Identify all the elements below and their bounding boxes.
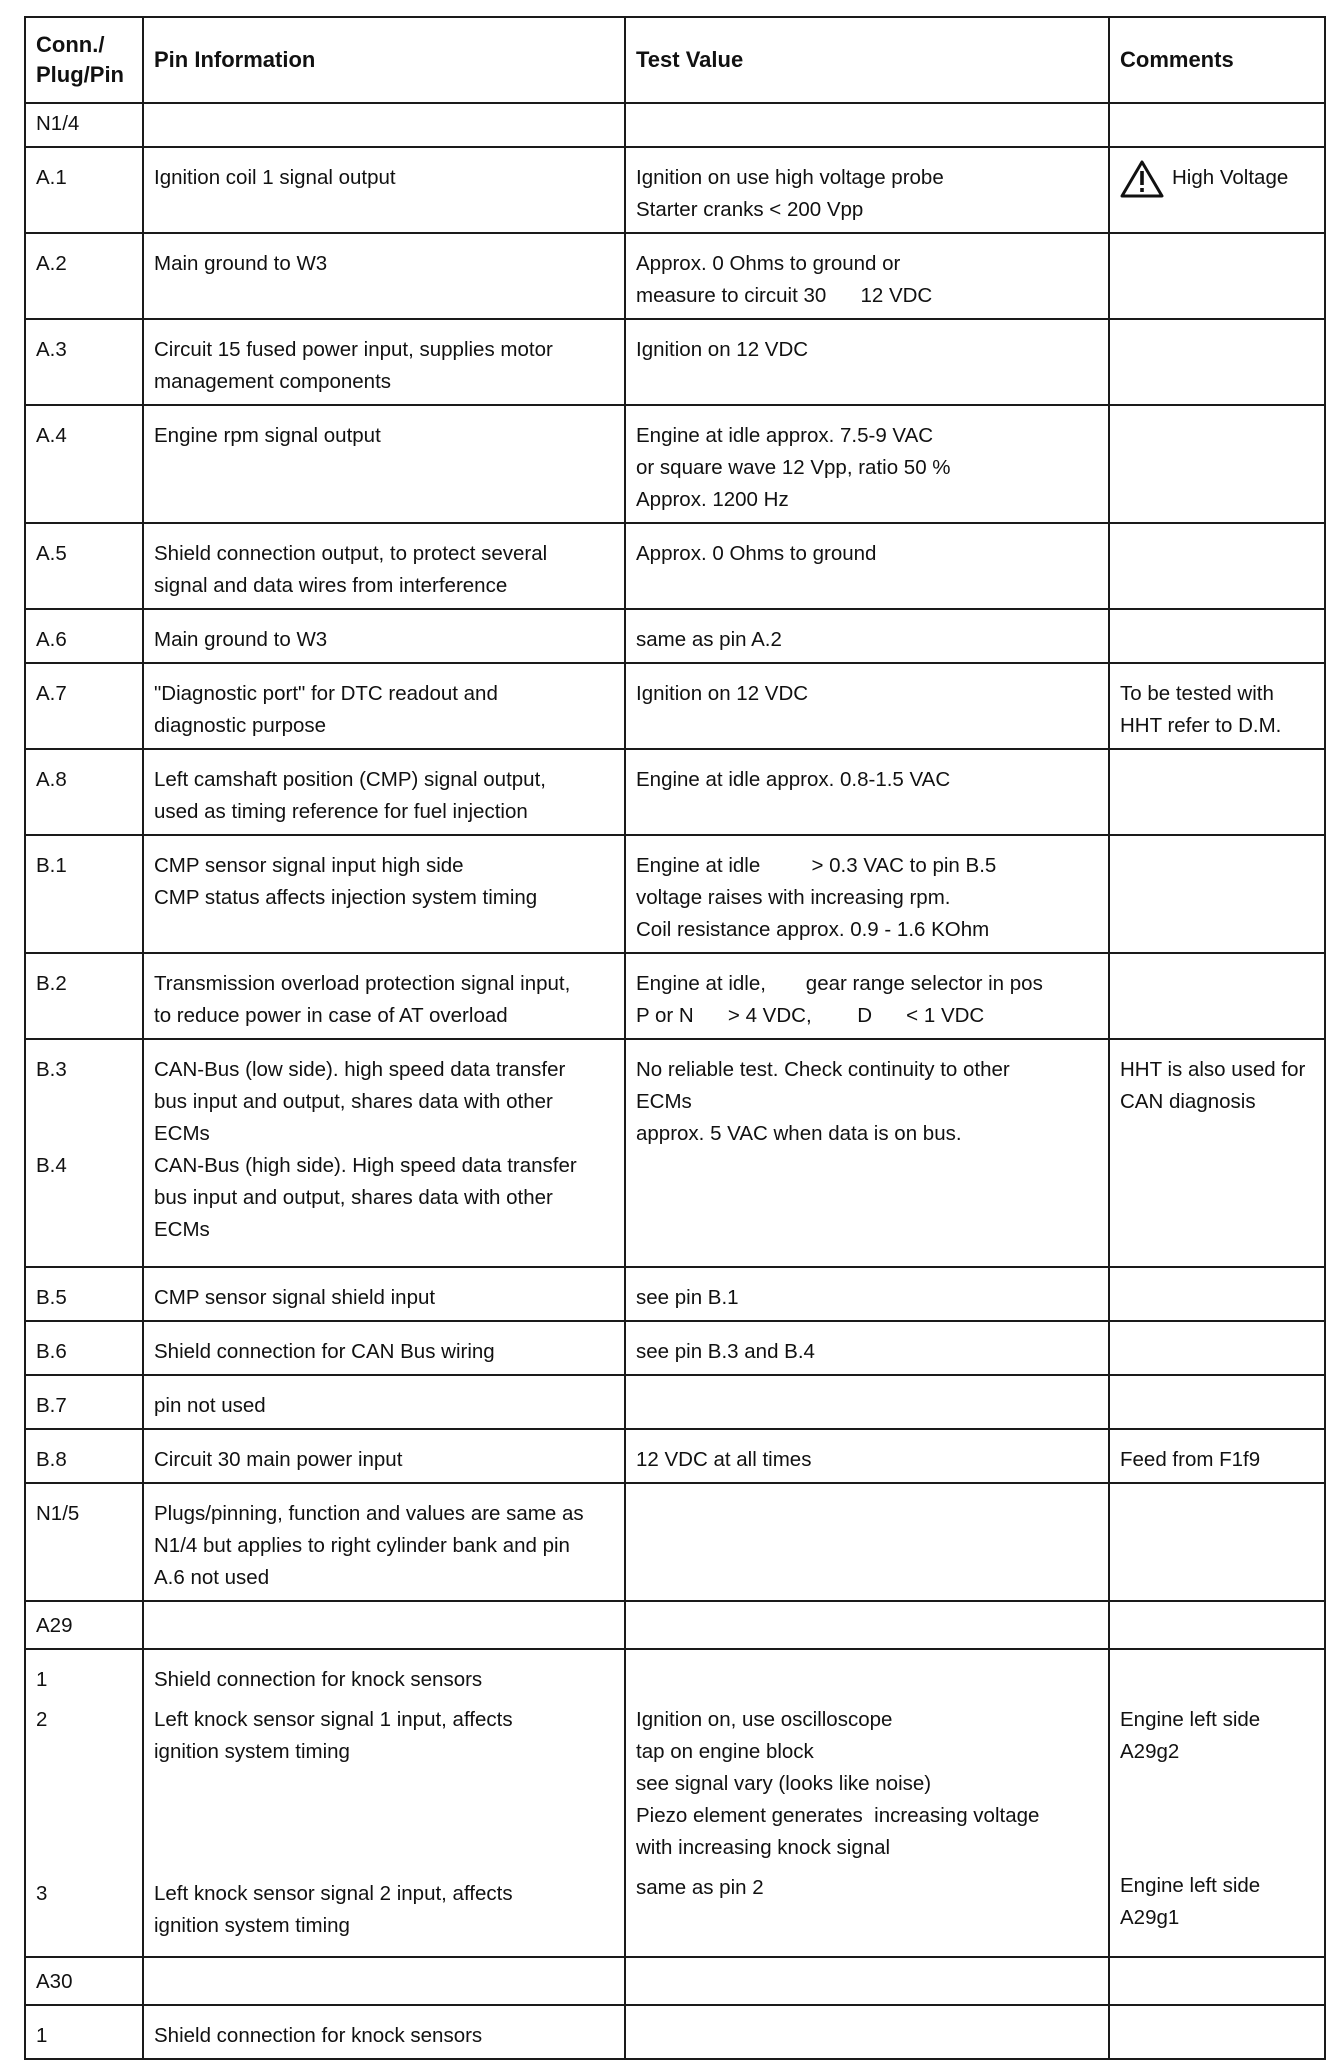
table-row-b2 — [25, 953, 1325, 1039]
comment-cell — [1109, 2005, 1325, 2059]
conn-cell: B.8 — [25, 1429, 143, 1483]
table-row-a1 — [25, 147, 1325, 233]
pin-cell: Shield connection for knock sensors — [143, 2005, 625, 2059]
comment-cell — [1109, 1267, 1325, 1321]
table-row-n1-4 — [25, 103, 1325, 147]
table-header-row — [25, 17, 1325, 103]
comment-cell: Feed from F1f9 — [1109, 1429, 1325, 1483]
pin-cell: Left camshaft position (CMP) signal output, used as timing reference for fuel injection — [143, 749, 625, 835]
header-test-value: Test Value — [625, 17, 1109, 103]
test-cell: Engine at idle > 0.3 VAC to pin B.5 voltage raises with increasing rpm. Coil resistance approx. 0.9 - 1.6 KOhm — [625, 835, 1109, 953]
table-row-b7 — [25, 1375, 1325, 1429]
conn-cell: N1/4 — [25, 103, 143, 147]
comment-cell — [1109, 609, 1325, 663]
table-row-a30-1 — [25, 2005, 1325, 2059]
test-cell: Ignition on, use oscilloscope tap on engine block see signal vary (looks like noise) Piezo element generates increasing voltage with increasing knock signal same as pin 2 — [625, 1649, 1109, 1957]
table-row-a8 — [25, 749, 1325, 835]
table-row-a29-pins — [25, 1649, 1325, 1957]
header-comments: Comments — [1109, 17, 1325, 103]
pin-cell: Main ground to W3 — [143, 233, 625, 319]
test-cell — [625, 1483, 1109, 1601]
comment-cell: To be tested with HHT refer to D.M. — [1109, 663, 1325, 749]
pin-cell: Ignition coil 1 signal output — [143, 147, 625, 233]
conn-cell: A29 — [25, 1601, 143, 1649]
test-cell: same as pin A.2 — [625, 609, 1109, 663]
pin-cell: Transmission overload protection signal input, to reduce power in case of AT overload — [143, 953, 625, 1039]
comment-cell — [1109, 523, 1325, 609]
comment-cell — [1109, 405, 1325, 523]
conn-cell: A.6 — [25, 609, 143, 663]
conn-cell: A.1 — [25, 147, 143, 233]
pin-cell — [143, 103, 625, 147]
comment-cell — [1109, 319, 1325, 405]
pin-cell: CMP sensor signal shield input — [143, 1267, 625, 1321]
pin-cell: Shield connection output, to protect several signal and data wires from interference — [143, 523, 625, 609]
warning-triangle-icon — [1120, 160, 1164, 198]
test-cell — [625, 1601, 1109, 1649]
pin-cell: CAN-Bus (low side). high speed data transfer bus input and output, shares data with other ECMs CAN-Bus (high side). High speed data transfer bus input and output, shares data with other ECMs — [143, 1039, 625, 1267]
test-cell: see pin B.3 and B.4 — [625, 1321, 1109, 1375]
conn-cell: B.7 — [25, 1375, 143, 1429]
comment-cell — [1109, 147, 1325, 233]
pin-cell: Plugs/pinning, function and values are same as N1/4 but applies to right cylinder bank and pin A.6 not used — [143, 1483, 625, 1601]
header-conn: Conn./ Plug/Pin — [25, 17, 143, 103]
pin-cell: Main ground to W3 — [143, 609, 625, 663]
conn-cell: B.6 — [25, 1321, 143, 1375]
pin-cell: Engine rpm signal output — [143, 405, 625, 523]
table-row-a3 — [25, 319, 1325, 405]
conn-cell: A.7 — [25, 663, 143, 749]
table-row-a30 — [25, 1957, 1325, 2005]
pin-cell: pin not used — [143, 1375, 625, 1429]
pin-cell: CMP sensor signal input high side CMP status affects injection system timing — [143, 835, 625, 953]
comment-cell — [1109, 103, 1325, 147]
comment-cell — [1109, 1321, 1325, 1375]
pin-test-table — [24, 16, 1326, 2060]
conn-cell: B.3 B.4 — [25, 1039, 143, 1267]
pin-cell: Shield connection for CAN Bus wiring — [143, 1321, 625, 1375]
test-cell: 12 VDC at all times — [625, 1429, 1109, 1483]
test-cell: Ignition on 12 VDC — [625, 319, 1109, 405]
test-cell: Ignition on use high voltage probe Starter cranks < 200 Vpp — [625, 147, 1109, 233]
conn-cell: A.8 — [25, 749, 143, 835]
comment-cell: HHT is also used for CAN diagnosis — [1109, 1039, 1325, 1267]
test-cell: No reliable test. Check continuity to other ECMs approx. 5 VAC when data is on bus. — [625, 1039, 1109, 1267]
conn-cell: A30 — [25, 1957, 143, 2005]
pin-cell: Circuit 30 main power input — [143, 1429, 625, 1483]
table-row-b5 — [25, 1267, 1325, 1321]
test-cell: Engine at idle approx. 0.8-1.5 VAC — [625, 749, 1109, 835]
comment-cell: Engine left side A29g2 Engine left side A29g1 — [1109, 1649, 1325, 1957]
test-cell — [625, 103, 1109, 147]
pin-cell — [143, 1957, 625, 2005]
table-row-a6 — [25, 609, 1325, 663]
test-cell — [625, 1375, 1109, 1429]
comment-cell — [1109, 835, 1325, 953]
comment-cell — [1109, 1375, 1325, 1429]
table-row-a29 — [25, 1601, 1325, 1649]
table-row-b1 — [25, 835, 1325, 953]
test-cell — [625, 1957, 1109, 2005]
conn-cell: 1 2 3 — [25, 1649, 143, 1957]
conn-cell: B.5 — [25, 1267, 143, 1321]
header-pin-information: Pin Information — [143, 17, 625, 103]
test-cell: Approx. 0 Ohms to ground — [625, 523, 1109, 609]
high-voltage-warning — [1120, 162, 1314, 198]
test-cell: Engine at idle, gear range selector in pos P or N > 4 VDC, D < 1 VDC — [625, 953, 1109, 1039]
comment-cell — [1109, 749, 1325, 835]
test-cell — [625, 2005, 1109, 2059]
test-cell: Engine at idle approx. 7.5-9 VAC or square wave 12 Vpp, ratio 50 % Approx. 1200 Hz — [625, 405, 1109, 523]
table-row-a5 — [25, 523, 1325, 609]
pin-cell: Circuit 15 fused power input, supplies motor management components — [143, 319, 625, 405]
pin-cell — [143, 1601, 625, 1649]
table-row-b8 — [25, 1429, 1325, 1483]
conn-cell: A.4 — [25, 405, 143, 523]
conn-cell: B.2 — [25, 953, 143, 1039]
test-cell: Approx. 0 Ohms to ground or measure to circuit 30 12 VDC — [625, 233, 1109, 319]
test-cell: see pin B.1 — [625, 1267, 1109, 1321]
conn-cell: A.5 — [25, 523, 143, 609]
conn-cell: 1 — [25, 2005, 143, 2059]
table-row-n1-5 — [25, 1483, 1325, 1601]
test-cell: Ignition on 12 VDC — [625, 663, 1109, 749]
comment-cell — [1109, 233, 1325, 319]
comment-cell — [1109, 1483, 1325, 1601]
table-row-a4 — [25, 405, 1325, 523]
pin-cell: Shield connection for knock sensors Left knock sensor signal 1 input, affects ignition system timing Left knock sensor signal 2 input, affects ignition system timing — [143, 1649, 625, 1957]
conn-cell: B.1 — [25, 835, 143, 953]
table-row-b3-b4 — [25, 1039, 1325, 1267]
table-row-b6 — [25, 1321, 1325, 1375]
conn-cell: N1/5 — [25, 1483, 143, 1601]
table-row-a2 — [25, 233, 1325, 319]
table-row-a7 — [25, 663, 1325, 749]
conn-cell: A.3 — [25, 319, 143, 405]
conn-cell: A.2 — [25, 233, 143, 319]
comment-cell — [1109, 953, 1325, 1039]
comment-text: High Voltage — [1172, 166, 1289, 189]
comment-cell — [1109, 1957, 1325, 2005]
pin-cell: "Diagnostic port" for DTC readout and diagnostic purpose — [143, 663, 625, 749]
comment-cell — [1109, 1601, 1325, 1649]
